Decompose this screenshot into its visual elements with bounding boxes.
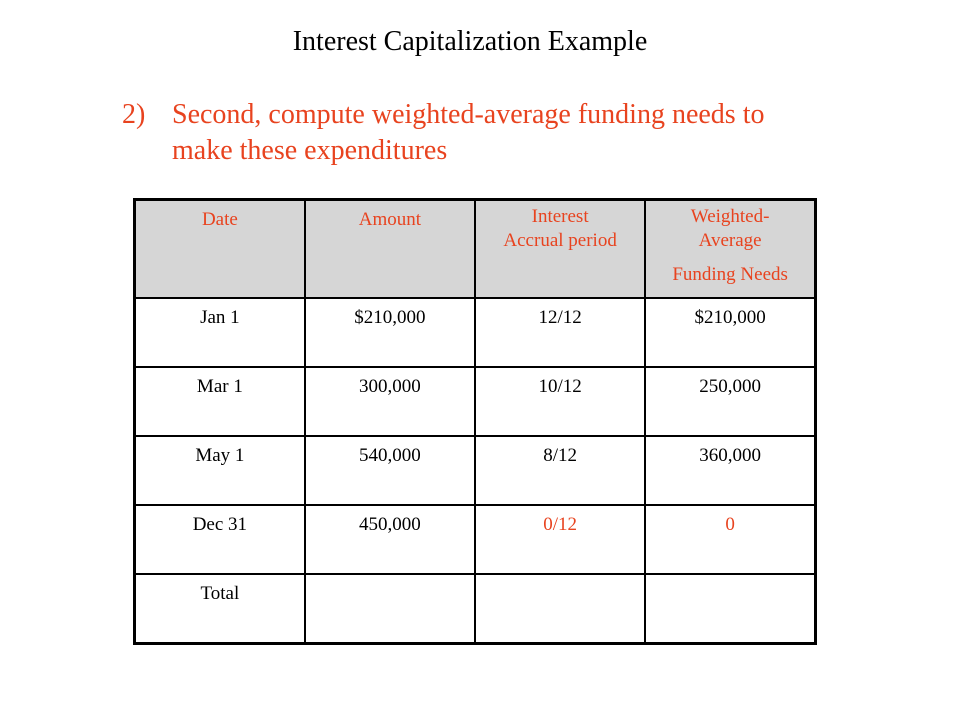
funding-needs-table bbox=[133, 198, 817, 645]
point-text bbox=[172, 97, 848, 169]
table-row bbox=[135, 436, 816, 505]
cell-amount: $210,000 bbox=[305, 298, 475, 367]
cell-period: 0/12 bbox=[475, 505, 645, 574]
point-number: 2) bbox=[122, 99, 146, 130]
cell-total-weighted bbox=[645, 574, 815, 644]
cell-amount: 450,000 bbox=[305, 505, 475, 574]
cell-amount: 540,000 bbox=[305, 436, 475, 505]
instruction-point bbox=[122, 97, 848, 169]
point-text-line-2: make these expenditures bbox=[172, 135, 448, 166]
cell-period: 10/12 bbox=[475, 367, 645, 436]
cell-date: Jan 1 bbox=[135, 298, 305, 367]
cell-weighted: 0 bbox=[645, 505, 815, 574]
cell-amount: 300,000 bbox=[305, 367, 475, 436]
table-row bbox=[135, 298, 816, 367]
cell-period: 8/12 bbox=[475, 436, 645, 505]
cell-weighted: 250,000 bbox=[645, 367, 815, 436]
cell-total-label: Total bbox=[135, 574, 305, 644]
header-weighted-average-funding-needs: Weighted- Average Funding Needs bbox=[645, 200, 815, 299]
header-date: Date bbox=[135, 200, 305, 299]
cell-date: May 1 bbox=[135, 436, 305, 505]
point-text-line-1: Second, compute weighted-average funding needs to bbox=[172, 99, 765, 130]
slide-title: Interest Capitalization Example bbox=[292, 26, 648, 57]
table-header-row bbox=[135, 200, 816, 299]
cell-total-period bbox=[475, 574, 645, 644]
header-amount: Amount bbox=[305, 200, 475, 299]
table-row bbox=[135, 505, 816, 574]
cell-period: 12/12 bbox=[475, 298, 645, 367]
cell-weighted: $210,000 bbox=[645, 298, 815, 367]
cell-total-amount bbox=[305, 574, 475, 644]
table-row bbox=[135, 367, 816, 436]
table-total-row bbox=[135, 574, 816, 644]
cell-date: Dec 31 bbox=[135, 505, 305, 574]
cell-date: Mar 1 bbox=[135, 367, 305, 436]
cell-weighted: 360,000 bbox=[645, 436, 815, 505]
header-interest-accrual-period: Interest Accrual period bbox=[475, 200, 645, 299]
